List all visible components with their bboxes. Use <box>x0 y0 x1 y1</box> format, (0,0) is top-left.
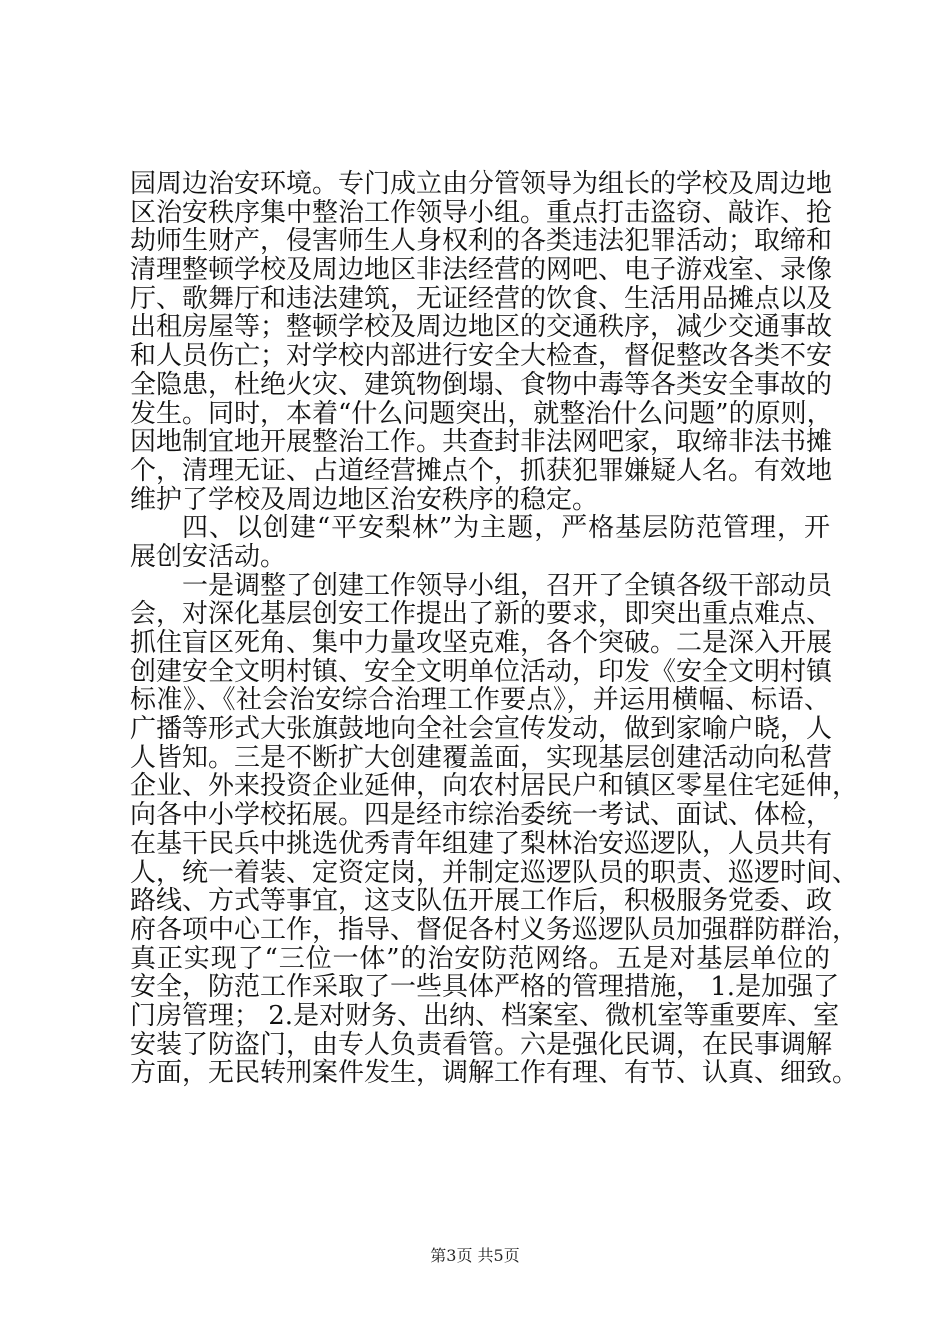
text-line: 在基干民兵中挑选优秀青年组建了梨林治安巡逻队，人员共有 <box>130 828 833 859</box>
text-line: 园周边治安环境。专门成立由分管领导为组长的学校及周边地 <box>130 169 833 199</box>
text-line: 门房管理； 2.是对财务、出纳、档案室、微机室等重要库、室 <box>130 1000 840 1031</box>
text-line: 真正实现了“三位一体”的治安防范网络。五是对基层单位的 <box>130 943 830 974</box>
text-line: 全隐患，杜绝火灾、建筑物倒塌、食物中毒等各类安全事故的 <box>130 369 833 400</box>
text-line: 府各项中心工作，指导、督促各村义务巡逻队员加强群防群治， <box>130 914 859 945</box>
text-line: 个，清理无证、占道经营摊点个，抓获犯罪嫌疑人名。有效地 <box>130 455 833 486</box>
text-line: 广播等形式大张旗鼓地向全社会宣传发动，做到家喻户晓，人 <box>130 714 833 745</box>
text-line: 会，对深化基层创安工作提出了新的要求，即突出重点难点、 <box>130 599 833 630</box>
text-line: 出租房屋等；整顿学校及周边地区的交通秩序，减少交通事故 <box>130 312 833 343</box>
section-heading-line: 四、以创建“平安梨林”为主题，严格基层防范管理，开 <box>182 513 830 544</box>
text-line: 和人员伤亡；对学校内部进行安全大检查，督促整改各类不安 <box>130 341 833 372</box>
text-line: 因地制宜地开展整治工作。共查封非法网吧家，取缔非法书摊 <box>130 427 833 458</box>
text-line: 维护了学校及周边地区治安秩序的稳定。 <box>130 484 599 515</box>
text-line: 一是调整了创建工作领导小组，召开了全镇各级干部动员 <box>182 570 833 601</box>
text-line: 向各中小学校拓展。四是经市综治委统一考试、面试、体检， <box>130 800 833 831</box>
text-line: 人皆知。三是不断扩大创建覆盖面，实现基层创建活动向私营 <box>130 742 833 773</box>
page-footer: 第3页 共5页 <box>430 1246 520 1265</box>
text-line: 人，统一着装、定资定岗，并制定巡逻队员的职责、巡逻时间、 <box>130 857 859 888</box>
text-line: 劫师生财产，侵害师生人身权利的各类违法犯罪活动；取缔和 <box>130 226 833 257</box>
text-line: 创建安全文明村镇、安全文明单位活动，印发《安全文明村镇 <box>130 656 833 687</box>
text-line: 安全，防范工作采取了一些具体严格的管理措施， 1.是加强了 <box>130 972 840 1003</box>
text-line: 发生。同时，本着“什么问题突出，就整治什么问题”的原则， <box>130 398 833 429</box>
section-heading-line: 展创安活动。 <box>130 541 287 572</box>
text-line: 抓住盲区死角、集中力量攻坚克难，各个突破。二是深入开展 <box>130 628 833 658</box>
text-line: 清理整顿学校及周边地区非法经营的网吧、电子游戏室、录像 <box>130 255 833 286</box>
text-line: 路线、方式等事宜，这支队伍开展工作后，积极服务党委、政 <box>130 886 833 917</box>
text-line: 方面，无民转刑案件发生，调解工作有理、有节、认真、细致。 <box>130 1058 859 1089</box>
text-line: 厅、歌舞厅和违法建筑，无证经营的饮食、生活用品摊点以及 <box>130 283 833 314</box>
text-line: 企业、外来投资企业延伸，向农村居民户和镇区零星住宅延伸， <box>130 771 859 802</box>
text-line: 安装了防盗门，由专人负责看管。六是强化民调，在民事调解 <box>130 1029 833 1060</box>
text-line: 区治安秩序集中整治工作领导小组。重点打击盗窃、敲诈、抢 <box>130 197 833 228</box>
body-text <box>130 169 859 1089</box>
text-line: 标准》、《社会治安综合治理工作要点》，并运用横幅、标语、 <box>130 685 830 716</box>
